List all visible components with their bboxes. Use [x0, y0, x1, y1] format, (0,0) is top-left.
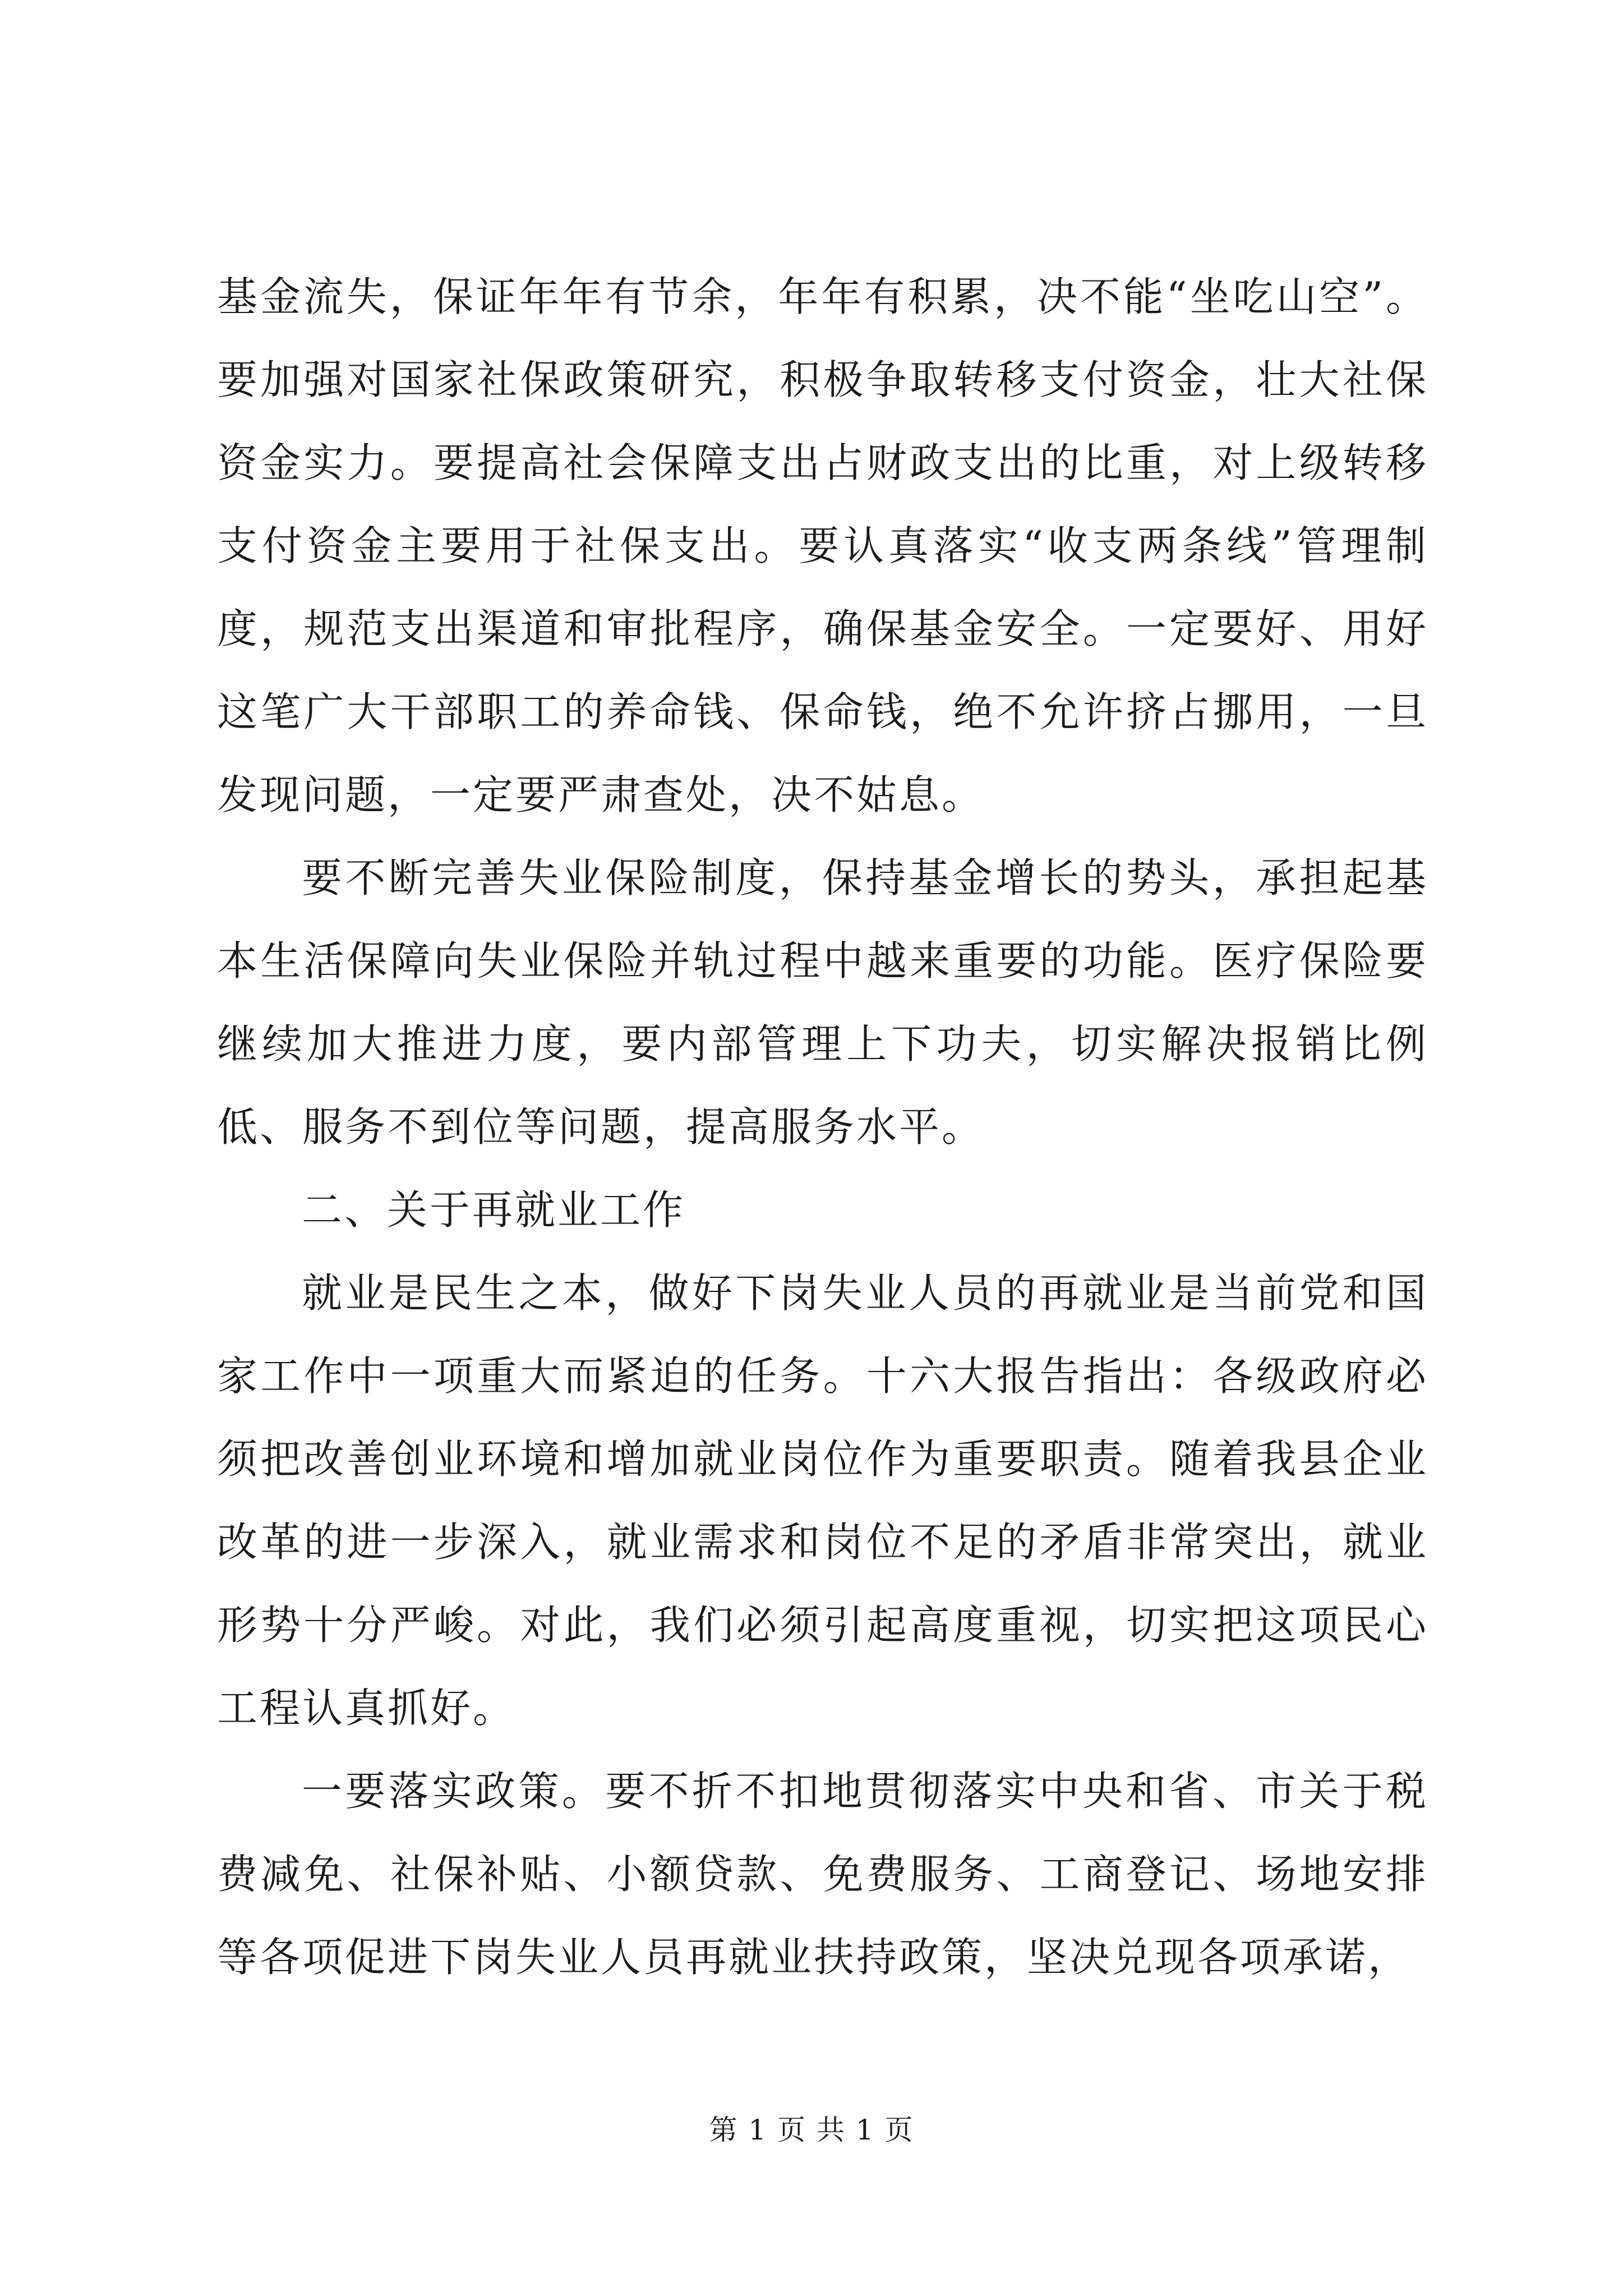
section-heading-reemployment: 二、关于再就业工作	[302, 1186, 686, 1234]
paragraph-unemployment-insurance: 要不断完善失业保险制度，保持基金增长的势头，承担起基本生活保障向失业保险并轨过程中越来重要的功能。医疗保险要继续加大推进力度，要内部管理上下功夫，切实解决报销比例低、服务不到位等问题，提高服务水平。	[217, 854, 1428, 1151]
document-body	[217, 255, 1428, 1999]
paragraph-employment-importance: 就业是民生之本，做好下岗失业人员的再就业是当前党和国家工作中一项重大而紧迫的任务。十六大报告指出：各级政府必须把改善创业环境和增加就业岗位作为重要职责。随着我县企业改革的进一步深入，就业需求和岗位不足的矛盾非常突出，就业形势十分严峻。对此，我们必须引起高度重视，切实把这项民心工程认真抓好。	[217, 1269, 1428, 1732]
paragraph-implement-policies: 一要落实政策。要不折不扣地贯彻落实中央和省、市关于税费减免、社保补贴、小额贷款、免费服务、工商登记、场地安排等各项促进下岗失业人员再就业扶持政策，坚决兑现各项承诺，	[217, 1768, 1428, 1981]
paragraph-continuation: 基金流失，保证年年有节余，年年有积累，决不能“坐吃山空”。要加强对国家社保政策研究，积极争取转移支付资金，壮大社保资金实力。要提高社会保障支出占财政支出的比重，对上级转移支付资金主要用于社保支出。要认真落实“收支两条线”管理制度，规范支出渠道和审批程序，确保基金安全。一定要好、用好这笔广大干部职工的养命钱、保命钱，绝不允许挤占挪用，一旦发现问题，一定要严肃查处，决不姑息。	[217, 273, 1428, 818]
page-footer: 第 1 页 共 1 页	[709, 2114, 914, 2146]
